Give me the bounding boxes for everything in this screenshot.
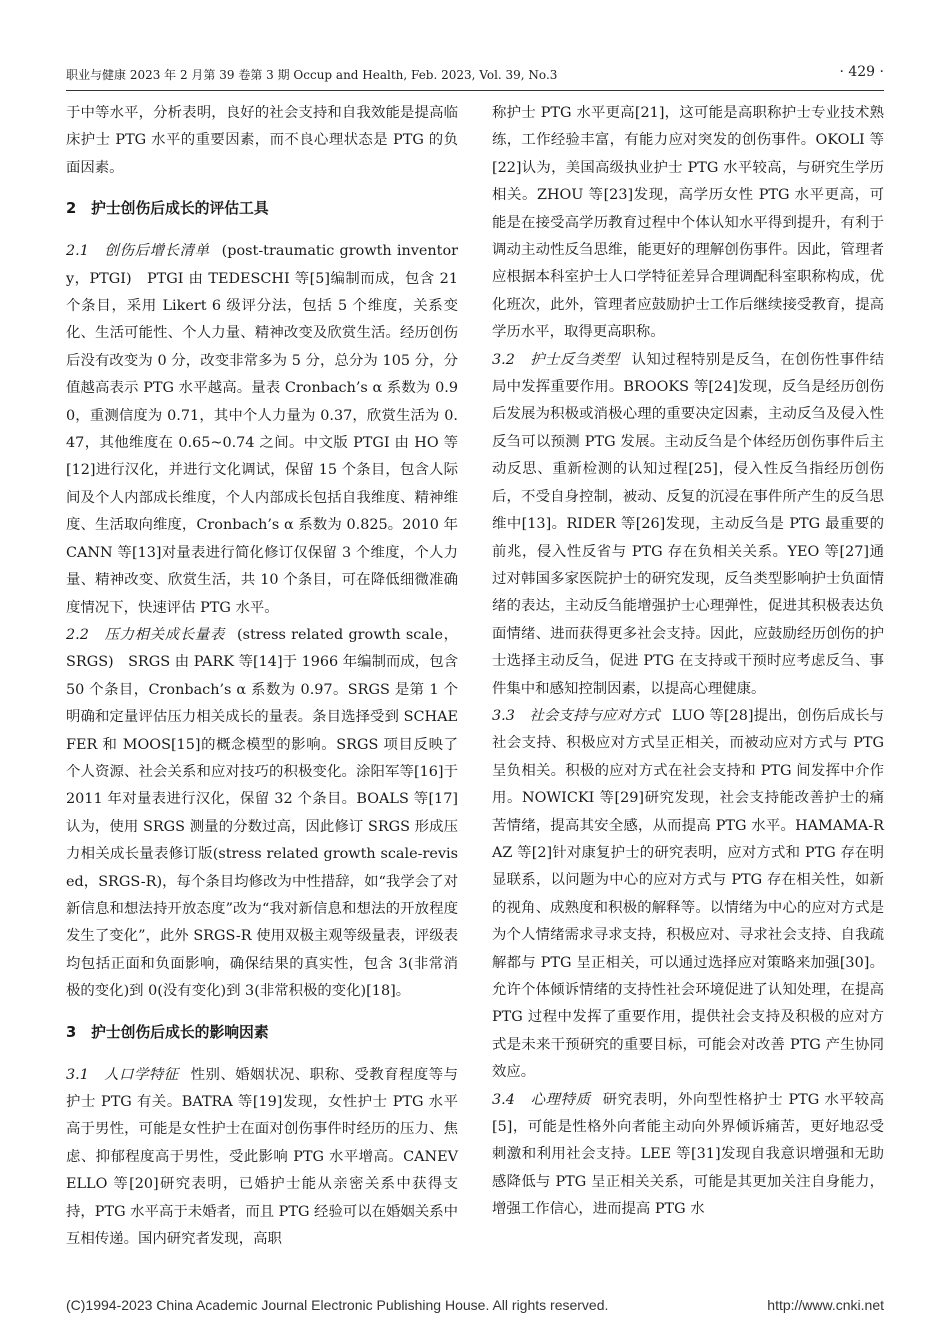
- subsection-title: 3.2 护士反刍类型: [492, 351, 620, 368]
- paragraph: 于中等水平，分析表明，良好的社会支持和自我效能是提高临床护士 PTG 水平的重要因素，而不良心理状态是 PTG 的负面因素。: [66, 105, 458, 176]
- subsection-title: 3.1 人口学特征: [66, 1066, 179, 1083]
- section-heading: 3 护士创伤后成长的影响因素: [66, 1023, 269, 1041]
- section-heading: 2 护士创伤后成长的评估工具: [66, 200, 269, 218]
- right-column: [492, 100, 884, 1224]
- paragraph-text: (stress related growth scale，SRGS) SRGS 由 PARK 等[14]于 1966 年编制而成，包含 50 个条目，Cronbach’s α 系数为 0.97。SRGS 是第 1 个明确和定量评估压力相关成长的量表。条目选择受到 SCHAEFER 和 MOOS[15]的概念模型的影响。SRGS 项目反映了个人资源、社会关系和应对技巧的积极变化。涂阳军等[16]于 2011 年对量表进行汉化，保留 32 个条目。BOALS 等[17]认为，使用 SRGS 测量的分数过高，因此修订 SRGS 形成压力相关成长量表修订版(stress related growth scale-revised，SRGS-R)，每个条目均修改为中性措辞，如“我学会了对新信息和想法持开放态度”改为“我对新信息和想法的开放程度发生了变化”，此外 SRGS-R 使用双极主观等级量表，评级表均包括正面和负面影响，确保结果的真实性，包含 3(非常消极的变化)到 0(没有变化)到 3(非常积极的变化)[18]。: [66, 626, 459, 1000]
- page-number: · 429 ·: [839, 64, 884, 80]
- paragraph-text: 研究表明，外向型性格护士 PTG 水平较高[5]，可能是性格外向者能主动向外界倾诉痛苦，更好地忍受刺激和利用社会支持。LEE 等[31]发现自我意识增强和无助感降低与 PTG 呈正相关关系，可能是其更加关注自身能力，增强工作信心，进而提高 PTG 水: [492, 1091, 884, 1218]
- paragraph: [492, 1087, 884, 1224]
- journal-info: 职业与健康 2023 年 2 月第 39 卷第 3 期 Occup and Health, Feb. 2023, Vol. 39, No.3: [66, 68, 558, 82]
- header-rule: [66, 90, 884, 91]
- paragraph: [492, 703, 884, 1087]
- paragraph: 称护士 PTG 水平更高[21]，这可能是高职称护士专业技术熟练，工作经验丰富，有能力应对突发的创伤事件。OKOLI 等[22]认为，美国高级执业护士 PTG 水平较高，与研究生学历相关。ZHOU 等[23]发现，高学历女性 PTG 水平更高，可能是在接受高学历教育过程中个体认知水平得到提升，有利于调动主动性反刍思维，能更好的理解创伤事件。因此，管理者应根据本科室护士人口学特征差异合理调配科室职称构成，优化班次，此外，管理者应鼓励护士工作后继续接受教育，提高学历水平，取得更高职称。: [492, 105, 884, 341]
- copyright-notice: (C)1994-2023 China Academic Journal Electronic Publishing House. All rights reserved.: [66, 1297, 609, 1313]
- subsection-title: 2.2 压力相关成长量表: [66, 626, 225, 643]
- paragraph-text: 性别、婚姻状况、职称、受教育程度等与护士 PTG 有关。BATRA 等[19]发现，女性护士 PTG 水平高于男性，可能是女性护士在面对创伤事件时经历的压力、焦虑、抑郁程度高于男性，受此影响 PTG 水平增高。CANEVELLO 等[20]研究表明，已婚护士能从亲密关系中获得支持，PTG 水平高于未婚者，而且 PTG 经验可以在婚姻关系中互相传递。国内研究者发现，高职: [66, 1066, 458, 1248]
- subsection-title: 3.4 心理特质: [492, 1091, 591, 1108]
- page-header: [66, 62, 884, 86]
- paragraph-text: LUO 等[28]提出，创伤后成长与社会支持、积极应对方式呈正相关，而被动应对方式与 PTG 呈负相关。积极的应对方式在社会支持和 PTG 间发挥中介作用。NOWICKI 等[29]研究发现，社会支持能改善护士的痛苦情绪，提高其安全感，从而提高 PTG 水平。HAMAMA-RAZ 等[2]针对康复护士的研究表明，应对方式和 PTG 存在明显联系，以问题为中心的应对方式与 PTG 存在相关性，如新的视角、成熟度和积极的解释等。以情绪为中心的应对方式是为个人情绪需求寻求支持，积极应对、寻求社会支持、自我疏解都与 PTG 呈正相关，可以通过选择应对策略来加强[30]。允许个体倾诉情绪的支持性社会环境促进了认知处理，在提高 PTG 过程中发挥了重要作用，提供社会支持及积极的应对方式是未来干预研究的重要目标，可能会对改善 PTG 产生协同效应。: [492, 707, 885, 1081]
- page-footer: [66, 1297, 884, 1313]
- subsection-title: 3.3 社会支持与应对方式: [492, 707, 661, 724]
- paragraph: [66, 622, 458, 1006]
- subsection-title: 2.1 创伤后增长清单: [66, 243, 210, 260]
- paragraph: [66, 238, 458, 622]
- cnki-link[interactable]: http://www.cnki.net: [767, 1297, 884, 1313]
- paragraph: [66, 1062, 458, 1254]
- paragraph-text: (post-traumatic growth inventory，PTGI) PTGI 由 TEDESCHI 等[5]编制而成，包含 21 个条目，采用 Likert 6 级评分法，包括 5 个维度，关系变化、生活可能性、个人力量、精神改变及欣赏生活。经历创伤后没有改变为 0 分，改变非常多为 5 分，总分为 105 分，分值越高表示 PTG 水平越高。量表 Cronbach’s α 系数为 0.90，重测信度为 0.71，其中个人力量为 0.37，欣赏生活为 0.47，其他维度在 0.65~0.74 之间。中文版 PTGI 由 HO 等[12]进行汉化，并进行文化调试，保留 15 个条目，包含人际间及个人内部成长维度，个人内部成长包括自我维度、精神维度、生活取向维度，Cronbach’s α 系数为 0.825。2010 年 CANN 等[13]对量表进行简化修订仅保留 3 个维度，个人力量、精神改变、欣赏生活，共 10 个条目，可在降低细微准确度情况下，快速评估 PTG 水平。: [66, 243, 458, 616]
- paragraph: [492, 347, 884, 703]
- left-column: [66, 100, 458, 1253]
- paragraph-text: 认知过程特别是反刍，在创伤性事件结局中发挥重要作用。BROOKS 等[24]发现，反刍是经历创伤后发展为积极或消极心理的重要决定因素，主动反刍及侵入性反刍可以预测 PTG 发展。主动反刍是个体经历创伤事件后主动反思、重新检测的认知过程[25]，侵入性反刍指经历创伤后，不受自身控制，被动、反复的沉浸在事件所产生的反刍思维中[13]。RIDER 等[26]发现，主动反刍是 PTG 最重要的前兆，侵入性反省与 PTG 存在负相关关系。YEO 等[27]通过对韩国多家医院护士的研究发现，反刍类型影响护士负面情绪的表达，主动反刍能增强护士心理弹性，促进其积极表达负面情绪、进而获得更多社会支持。因此，应鼓励经历创伤的护士选择主动反刍，促进 PTG 在支持或干预时应考虑反刍、事件集中和感知控制因素，以提高心理健康。: [492, 351, 884, 697]
